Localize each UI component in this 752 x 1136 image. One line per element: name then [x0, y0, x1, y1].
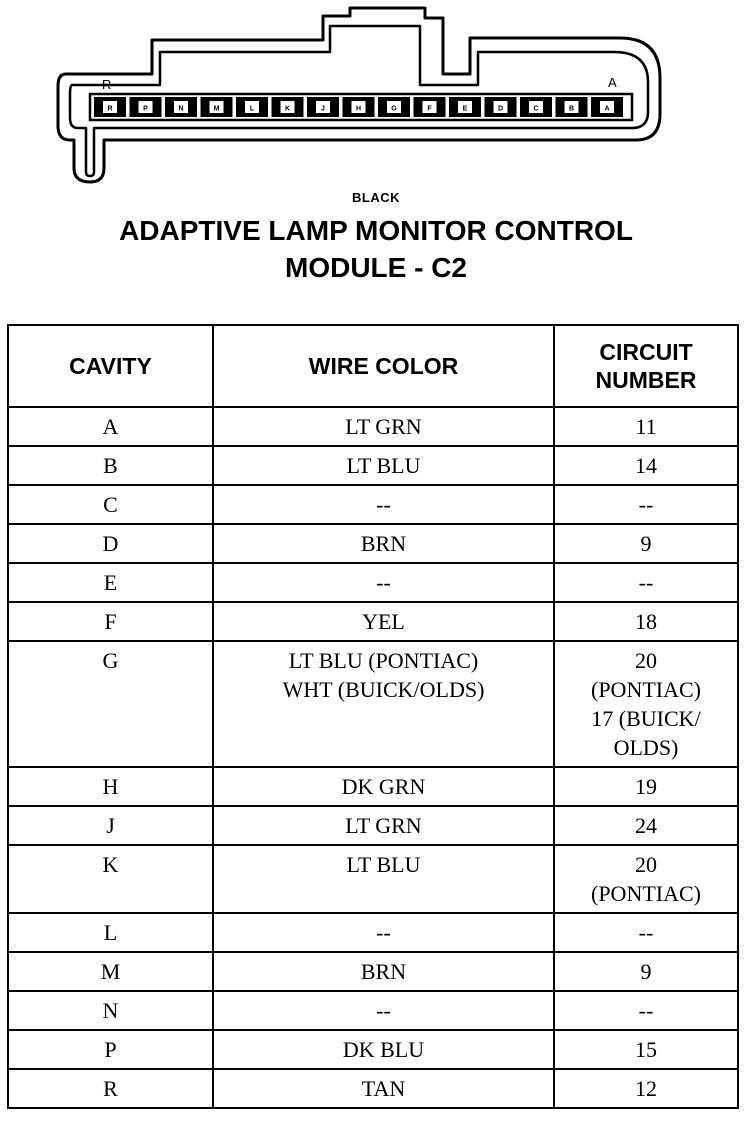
table-row — [8, 1069, 738, 1108]
table-row — [8, 563, 738, 602]
table-row — [8, 524, 738, 563]
pin-label: R — [107, 105, 113, 113]
pin-label: M — [213, 105, 220, 113]
pin-label: H — [355, 105, 362, 113]
pin-e — [449, 97, 481, 117]
wire-color-cell: LT BLU — [213, 845, 554, 913]
wire-color-cell: -- — [213, 991, 554, 1030]
wire-color-cell: -- — [213, 913, 554, 952]
circuit-number-cell: 9 — [554, 524, 738, 563]
wire-color-cell: YEL — [213, 602, 554, 641]
cavity-cell: J — [8, 806, 213, 845]
table-row — [8, 806, 738, 845]
pin-label: G — [391, 105, 397, 113]
wire-color-cell: LT GRN — [213, 806, 554, 845]
table-header-row — [8, 325, 738, 407]
circuit-number-cell: 15 — [554, 1030, 738, 1069]
pin-c — [520, 97, 552, 117]
pin-label: D — [497, 105, 504, 113]
table-row — [8, 485, 738, 524]
pin-k — [272, 97, 304, 117]
cavity-cell: M — [8, 952, 213, 991]
pin-label: L — [249, 105, 255, 113]
table-row — [8, 913, 738, 952]
table-row — [8, 1030, 738, 1069]
circuit-number-cell: 14 — [554, 446, 738, 485]
wire-color-cell: BRN — [213, 952, 554, 991]
connector-diagram — [0, 0, 752, 190]
pin-group — [94, 97, 623, 117]
cavity-cell: A — [8, 407, 213, 446]
cavity-cell: F — [8, 602, 213, 641]
pin-label: A — [604, 105, 610, 113]
table-row — [8, 845, 738, 913]
circuit-number-cell: 20 (PONTIAC) 17 (BUICK/ OLDS) — [554, 641, 738, 767]
pin-label: B — [568, 105, 575, 113]
header-wire-color: WIRE COLOR — [213, 325, 554, 407]
circuit-number-cell: -- — [554, 991, 738, 1030]
circuit-number-cell: 19 — [554, 767, 738, 806]
pin-label: P — [143, 105, 148, 113]
pin-l — [236, 97, 268, 117]
pin-h — [343, 97, 375, 117]
end-label-left: R — [102, 77, 112, 92]
circuit-number-cell: -- — [554, 563, 738, 602]
pin-r — [94, 97, 126, 117]
cavity-cell: L — [8, 913, 213, 952]
pin-label: N — [178, 105, 184, 113]
connector-color-label: BLACK — [352, 190, 400, 205]
header-cavity: CAVITY — [8, 325, 213, 407]
pin-label: K — [284, 105, 291, 113]
header-circuit-number: CIRCUIT NUMBER — [554, 325, 738, 407]
pin-label: J — [321, 105, 325, 113]
table-body — [8, 407, 738, 1108]
pin-j — [307, 97, 339, 117]
table-row — [8, 991, 738, 1030]
wire-color-cell: DK BLU — [213, 1030, 554, 1069]
pin-p — [130, 97, 162, 117]
wire-color-cell: LT BLU (PONTIAC) WHT (BUICK/OLDS) — [213, 641, 554, 767]
pin-f — [414, 97, 446, 117]
circuit-number-cell: 24 — [554, 806, 738, 845]
cavity-cell: E — [8, 563, 213, 602]
pin-label: C — [533, 105, 539, 113]
cavity-cell: C — [8, 485, 213, 524]
table-row — [8, 446, 738, 485]
cavity-cell: D — [8, 524, 213, 563]
cavity-cell: P — [8, 1030, 213, 1069]
table-row — [8, 767, 738, 806]
cavity-cell: N — [8, 991, 213, 1030]
pin-label: F — [427, 105, 432, 113]
circuit-number-cell: 12 — [554, 1069, 738, 1108]
circuit-number-cell: 11 — [554, 407, 738, 446]
circuit-number-cell: -- — [554, 913, 738, 952]
wire-color-cell: DK GRN — [213, 767, 554, 806]
wire-color-cell: LT BLU — [213, 446, 554, 485]
pin-a — [591, 97, 623, 117]
cavity-cell: R — [8, 1069, 213, 1108]
wire-color-cell: LT GRN — [213, 407, 554, 446]
page-title-line-2: MODULE - C2 — [285, 252, 467, 283]
wire-color-cell: -- — [213, 563, 554, 602]
wire-color-cell: TAN — [213, 1069, 554, 1108]
circuit-number-cell: 20 (PONTIAC) — [554, 845, 738, 913]
end-label-right: A — [608, 75, 617, 90]
table-row — [8, 602, 738, 641]
page-title-line-1: ADAPTIVE LAMP MONITOR CONTROL — [119, 215, 633, 246]
wire-color-cell: BRN — [213, 524, 554, 563]
circuit-number-cell: 18 — [554, 602, 738, 641]
cavity-cell: B — [8, 446, 213, 485]
pin-b — [556, 97, 588, 117]
pinout-table — [7, 324, 739, 1109]
pin-d — [485, 97, 517, 117]
circuit-number-cell: 9 — [554, 952, 738, 991]
cavity-cell: K — [8, 845, 213, 913]
cavity-cell: H — [8, 767, 213, 806]
table-row — [8, 407, 738, 446]
table-row — [8, 952, 738, 991]
pin-n — [165, 97, 197, 117]
pin-m — [201, 97, 233, 117]
pin-label: E — [462, 105, 468, 113]
table-row — [8, 641, 738, 767]
circuit-number-cell: -- — [554, 485, 738, 524]
pin-g — [378, 97, 410, 117]
wire-color-cell: -- — [213, 485, 554, 524]
cavity-cell: G — [8, 641, 213, 767]
